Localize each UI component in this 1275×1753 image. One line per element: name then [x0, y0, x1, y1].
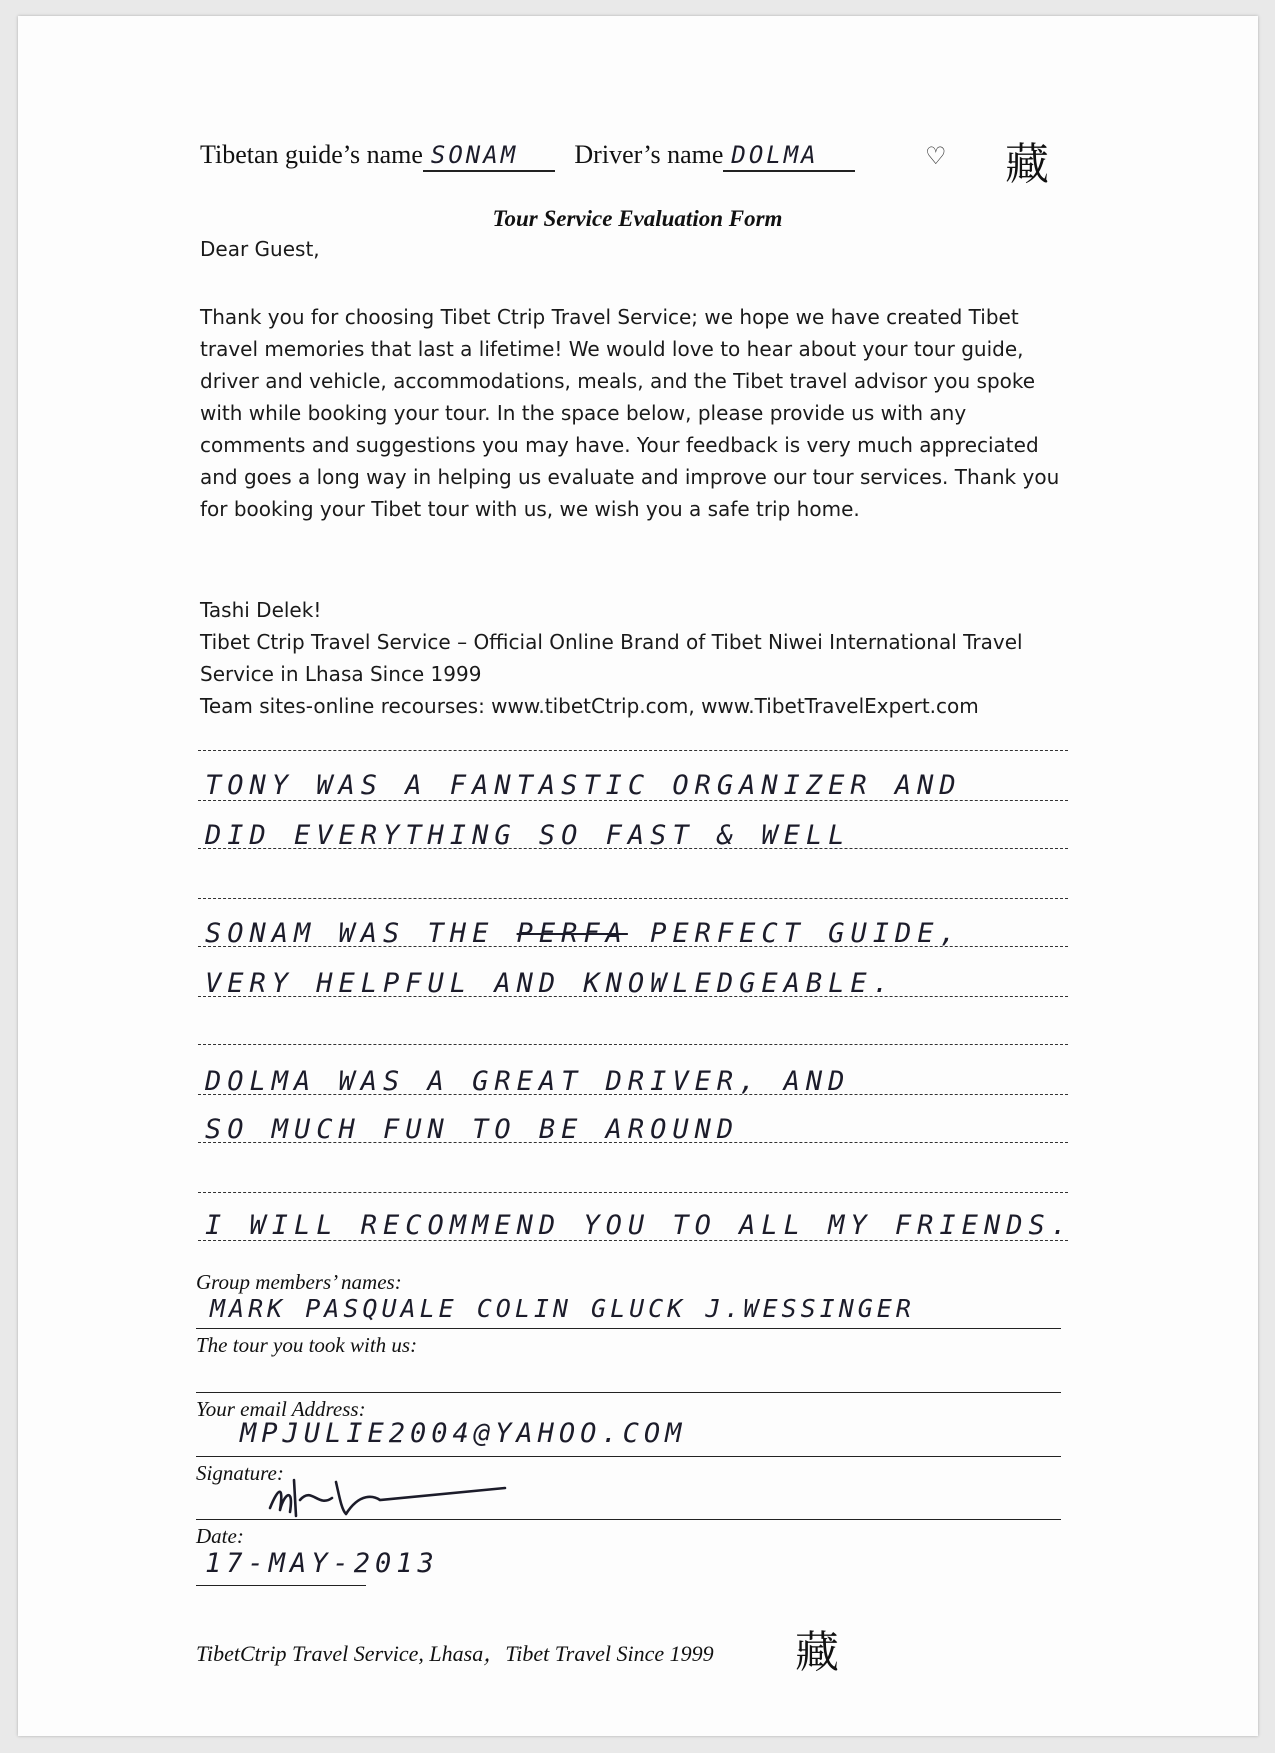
- comment-line: [198, 898, 1068, 899]
- comment-text: SONAM WAS THE: [205, 918, 495, 949]
- crossed-out-word: PERFA: [516, 918, 628, 949]
- comment-line: [198, 1044, 1068, 1045]
- footer-text: TibetCtrip Travel Service, Lhasa，Tibet Travel Since 1999: [196, 1641, 714, 1666]
- comment-text: DID EVERYTHING SO FAST & WELL: [205, 820, 851, 851]
- comment-line: [198, 750, 1068, 751]
- comment-text: VERY HELPFUL AND KNOWLEDGEABLE.: [205, 968, 895, 999]
- group-members-label: Group members’ names:: [196, 1270, 402, 1294]
- email-value: MPJULIE2004@YAHOO.COM: [240, 1418, 687, 1449]
- salutation: Tashi Delek!: [200, 598, 322, 622]
- comment-text: SO MUCH FUN TO BE AROUND: [205, 1114, 740, 1145]
- tour-field[interactable]: [196, 1392, 1061, 1393]
- comment-text-row: [205, 918, 1085, 949]
- driver-label: Driver’s name: [574, 140, 724, 169]
- tibet-emblem-header: 藏: [1005, 139, 1049, 190]
- signature-field[interactable]: [196, 1519, 1061, 1520]
- comment-text: I WILL RECOMMEND YOU TO ALL MY FRIENDS.: [205, 1210, 1073, 1241]
- tibet-emblem-footer: 藏: [795, 1627, 839, 1678]
- comment-text: PERFECT GUIDE,: [650, 918, 962, 949]
- guide-name-value: SONAM: [430, 141, 519, 169]
- guide-label: Tibetan guide’s name: [200, 140, 423, 169]
- header-row: [200, 140, 855, 172]
- company-line: Tibet Ctrip Travel Service – Official Online Brand of Tibet Niwei International Travel Service in Lhasa Since 1999: [200, 630, 1023, 686]
- body-paragraph: Thank you for choosing Tibet Ctrip Travel Service; we hope we have created Tibet travel memories that last a lifetime! We would love to hear about your tour guide, driver and vehicle, accommodations, meals, and the Tibet travel advisor you spoke with while booking your tour. In the space below, please provide us with any comments and suggestions you may have. Your feedback is very much appreciated and goes a long way in helping us evaluate and improve our tour services. Thank you for booking your Tibet tour with us, we wish you a safe trip home.: [200, 305, 1060, 521]
- form-title: Tour Service Evaluation Form: [492, 206, 783, 231]
- signature-drawing: [250, 1470, 530, 1530]
- comment-line: [198, 1192, 1068, 1193]
- signature-label: Signature:: [196, 1461, 284, 1485]
- group-members-value: MARK PASQUALE COLIN GLUCK J.WESSINGER: [210, 1294, 915, 1323]
- group-members-field[interactable]: [196, 1328, 1061, 1329]
- tour-label: The tour you took with us:: [196, 1333, 418, 1357]
- heart-icon: ♡: [925, 144, 947, 170]
- email-field[interactable]: [196, 1456, 1061, 1457]
- driver-name-value: DOLMA: [731, 141, 819, 169]
- date-label: Date:: [196, 1524, 244, 1548]
- driver-name-field[interactable]: [723, 140, 855, 172]
- greeting: Dear Guest,: [200, 237, 320, 261]
- comment-text: DOLMA WAS A GREAT DRIVER, AND: [205, 1066, 851, 1097]
- comment-text: TONY WAS A FANTASTIC ORGANIZER AND: [205, 770, 962, 801]
- sites-line: Team sites-online recourses: www.tibetCtrip.com, www.TibetTravelExpert.com: [200, 694, 979, 718]
- email-label: Your email Address:: [196, 1397, 366, 1421]
- date-field[interactable]: [196, 1585, 366, 1586]
- guide-name-field[interactable]: [423, 140, 555, 172]
- date-value: 17-MAY-2013: [205, 1548, 439, 1579]
